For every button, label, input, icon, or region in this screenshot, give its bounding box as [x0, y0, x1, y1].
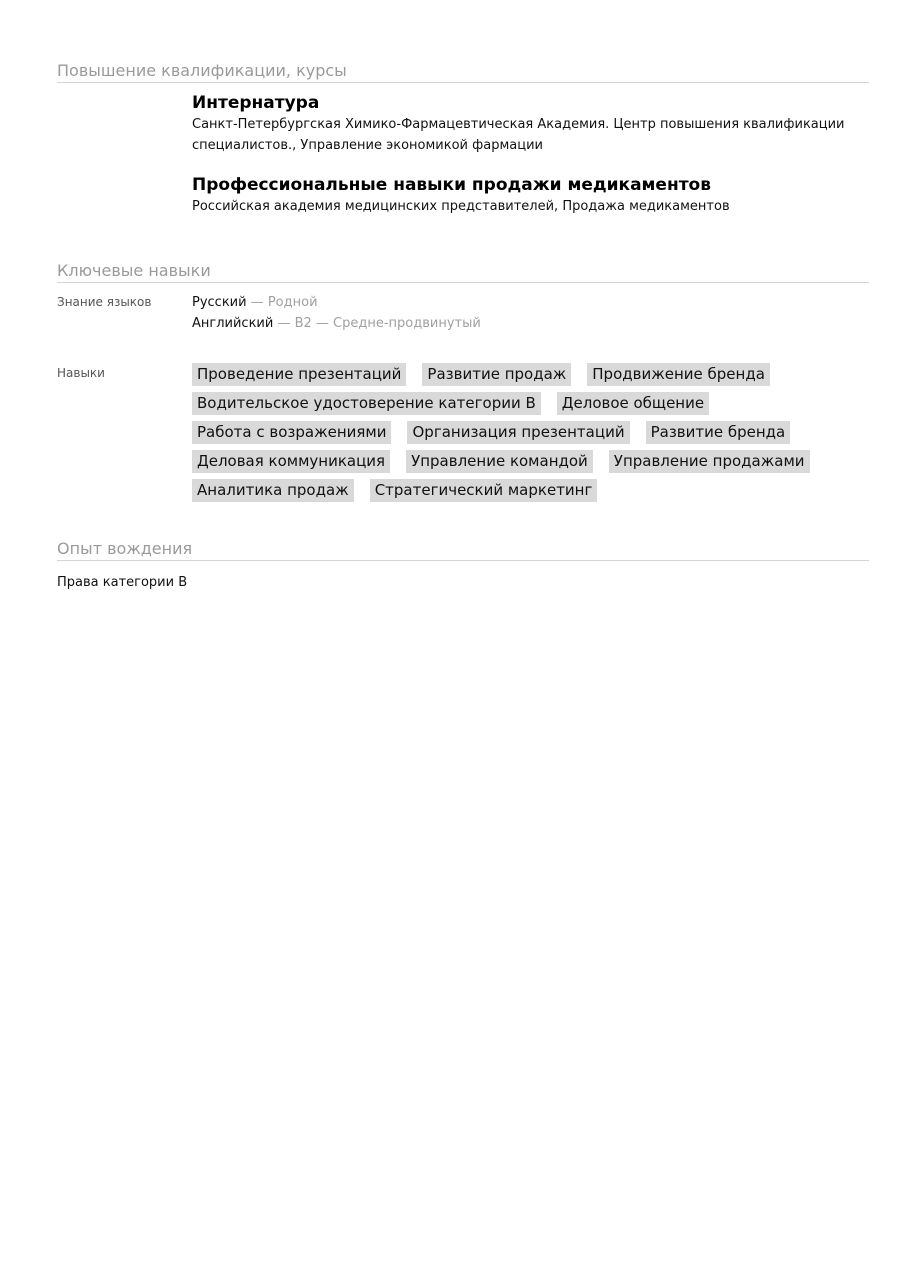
skill-tag: Управление командой — [406, 450, 593, 473]
courses-section-title: Повышение квалификации, курсы — [57, 61, 869, 83]
courses-row — [57, 92, 869, 235]
skill-tag: Развитие бренда — [646, 421, 791, 444]
skill-tag: Стратегический маркетинг — [370, 479, 598, 502]
languages-row — [57, 292, 869, 334]
skill-tag: Управление продажами — [609, 450, 810, 473]
language-item — [192, 292, 869, 313]
language-name: Английский — [192, 316, 274, 331]
skill-tag: Продвижение бренда — [587, 363, 770, 386]
skill-tag: Деловая коммуникация — [192, 450, 390, 473]
course-description: Санкт-Петербургская Химико-Фармацевтическая Академия. Центр повышения квалификации специалистов., Управление экономикой фармации — [192, 117, 845, 153]
language-name: Русский — [192, 295, 247, 310]
language-level: — Родной — [246, 295, 318, 310]
languages-label: Знание языков — [57, 295, 152, 309]
language-level: — B2 — Средне-продвинутый — [273, 316, 481, 331]
skills-label: Навыки — [57, 366, 105, 380]
skills-section-title: Ключевые навыки — [57, 261, 869, 283]
skills-section — [57, 261, 869, 502]
course-item — [192, 92, 869, 156]
languages-list — [192, 292, 869, 334]
skill-tag: Развитие продаж — [422, 363, 571, 386]
driving-section — [57, 539, 869, 593]
skill-tag: Деловое общение — [557, 392, 709, 415]
skill-tag: Проведение презентаций — [192, 363, 406, 386]
driving-section-title: Опыт вождения — [57, 539, 869, 561]
skill-tag: Организация презентаций — [407, 421, 629, 444]
skill-tag: Водительское удостоверение категории B — [192, 392, 541, 415]
skills-content — [192, 363, 869, 502]
language-item — [192, 313, 869, 334]
courses-list — [192, 92, 869, 235]
skills-row — [57, 363, 869, 502]
courses-section — [57, 61, 869, 235]
course-description: Российская академия медицинских представителей, Продажа медикаментов — [192, 199, 730, 214]
course-title: Интернатура — [192, 93, 320, 113]
course-item — [192, 174, 869, 217]
driving-license-text: Права категории B — [57, 575, 188, 590]
skill-tag: Аналитика продаж — [192, 479, 354, 502]
course-title: Профессиональные навыки продажи медикаментов — [192, 175, 711, 195]
skill-tag: Работа с возражениями — [192, 421, 391, 444]
skills-tag-list — [192, 363, 852, 502]
